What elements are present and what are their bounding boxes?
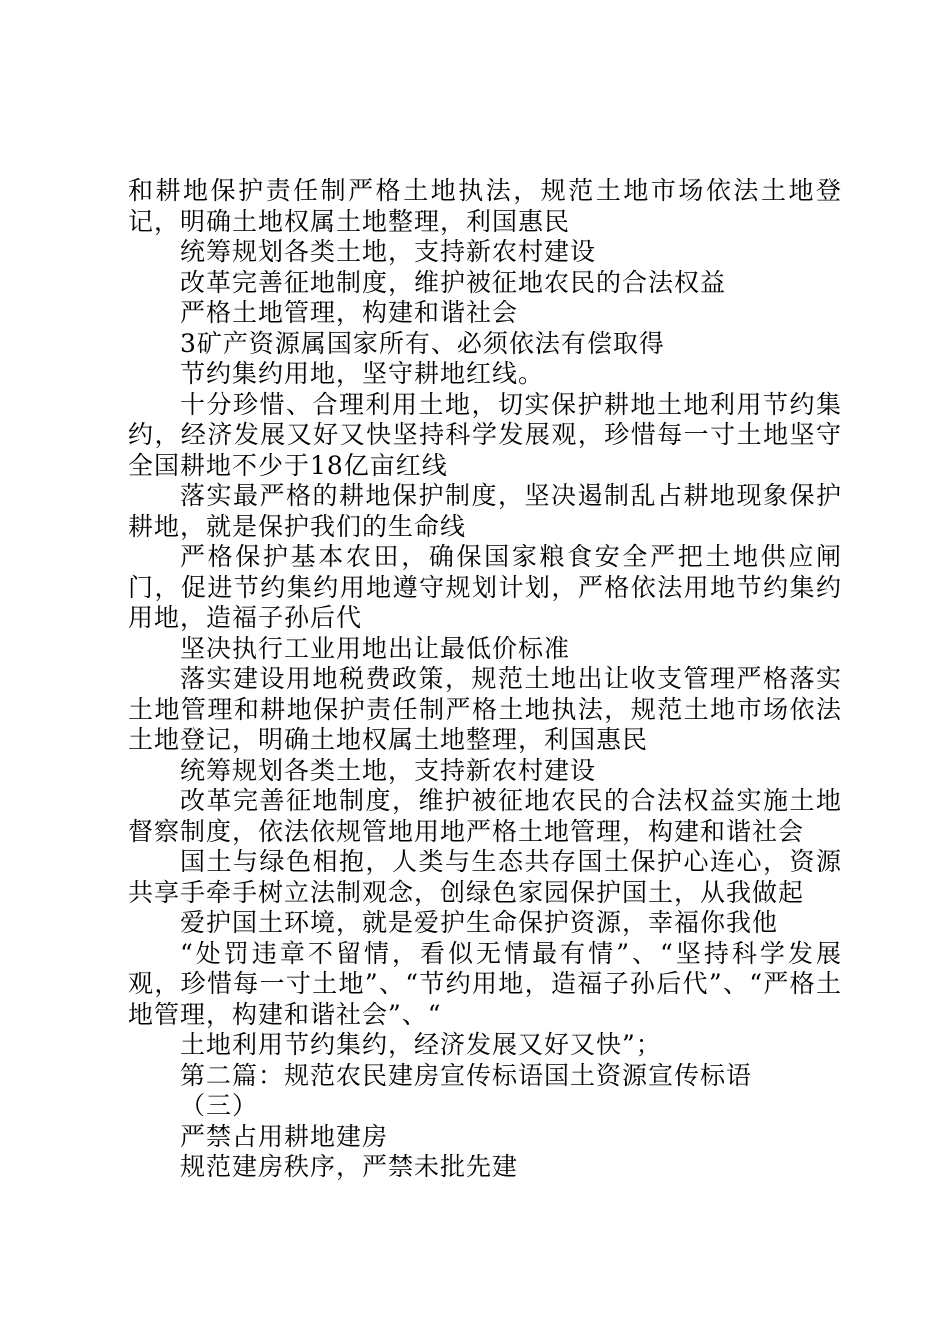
document-body <box>128 176 842 1183</box>
paragraph: 和耕地保护责任制严格土地执法，规范土地市场依法土地登记，明确土地权属土地整理，利国惠民 <box>128 176 842 236</box>
paragraph: 国土与绿色相抱，人类与生态共存国土保护心连心，资源共享手牵手树立法制观念，创绿色家园保护国土，从我做起 <box>128 847 842 907</box>
section-heading: 第二篇：规范农民建房宣传标语国土资源宣传标语 <box>180 1060 753 1090</box>
paragraph: 规范建房秩序，严禁未批先建 <box>180 1152 519 1181</box>
paragraph: 严格保护基本农田，确保国家粮食安全严把土地供应闸门，促进节约集约用地遵守规划计划，严格依法用地节约集约用地，造福子孙后代 <box>128 542 842 632</box>
section-number: （三） <box>180 1091 259 1120</box>
paragraph: 节约集约用地，坚守耕地红线。 <box>180 359 545 388</box>
paragraph: 严格土地管理，构建和谐社会 <box>180 298 519 327</box>
paragraph: 统筹规划各类土地，支持新农村建设 <box>180 755 597 785</box>
paragraph: 土地利用节约集约，经济发展又好又快”； <box>180 1030 662 1059</box>
paragraph: 严禁占用耕地建房 <box>180 1121 389 1151</box>
paragraph: 爱护国土环境，就是爱护生命保护资源，幸福你我他 <box>180 908 779 937</box>
paragraph: 改革完善征地制度，维护被征地农民的合法权益实施土地督察制度，依法依规管地用地严格土地管理，构建和谐社会 <box>128 786 842 846</box>
paragraph: 落实最严格的耕地保护制度，坚决遏制乱占耕地现象保护耕地，就是保护我们的生命线 <box>128 481 842 541</box>
paragraph: 统筹规划各类土地，支持新农村建设 <box>180 237 597 266</box>
paragraph: 3矿产资源属国家所有、必须依法有偿取得 <box>180 328 665 358</box>
paragraph: 十分珍惜、合理利用土地，切实保护耕地土地利用节约集约，经济发展又好又快坚持科学发展观，珍惜每一寸土地坚守全国耕地不少于18亿亩红线 <box>128 389 842 480</box>
paragraph: “处罚违章不留情，看似无情最有情”、“坚持科学发展观，珍惜每一寸土地”、“节约用地，造福子孙后代”、“严格土地管理，构建和谐社会”、“ <box>128 938 842 1029</box>
paragraph: 落实建设用地税费政策，规范土地出让收支管理严格落实土地管理和耕地保护责任制严格土地执法，规范土地市场依法土地登记，明确土地权属土地整理，利国惠民 <box>128 664 842 754</box>
paragraph: 坚决执行工业用地出让最低价标准 <box>180 633 571 663</box>
paragraph: 改革完善征地制度，维护被征地农民的合法权益 <box>180 267 727 297</box>
